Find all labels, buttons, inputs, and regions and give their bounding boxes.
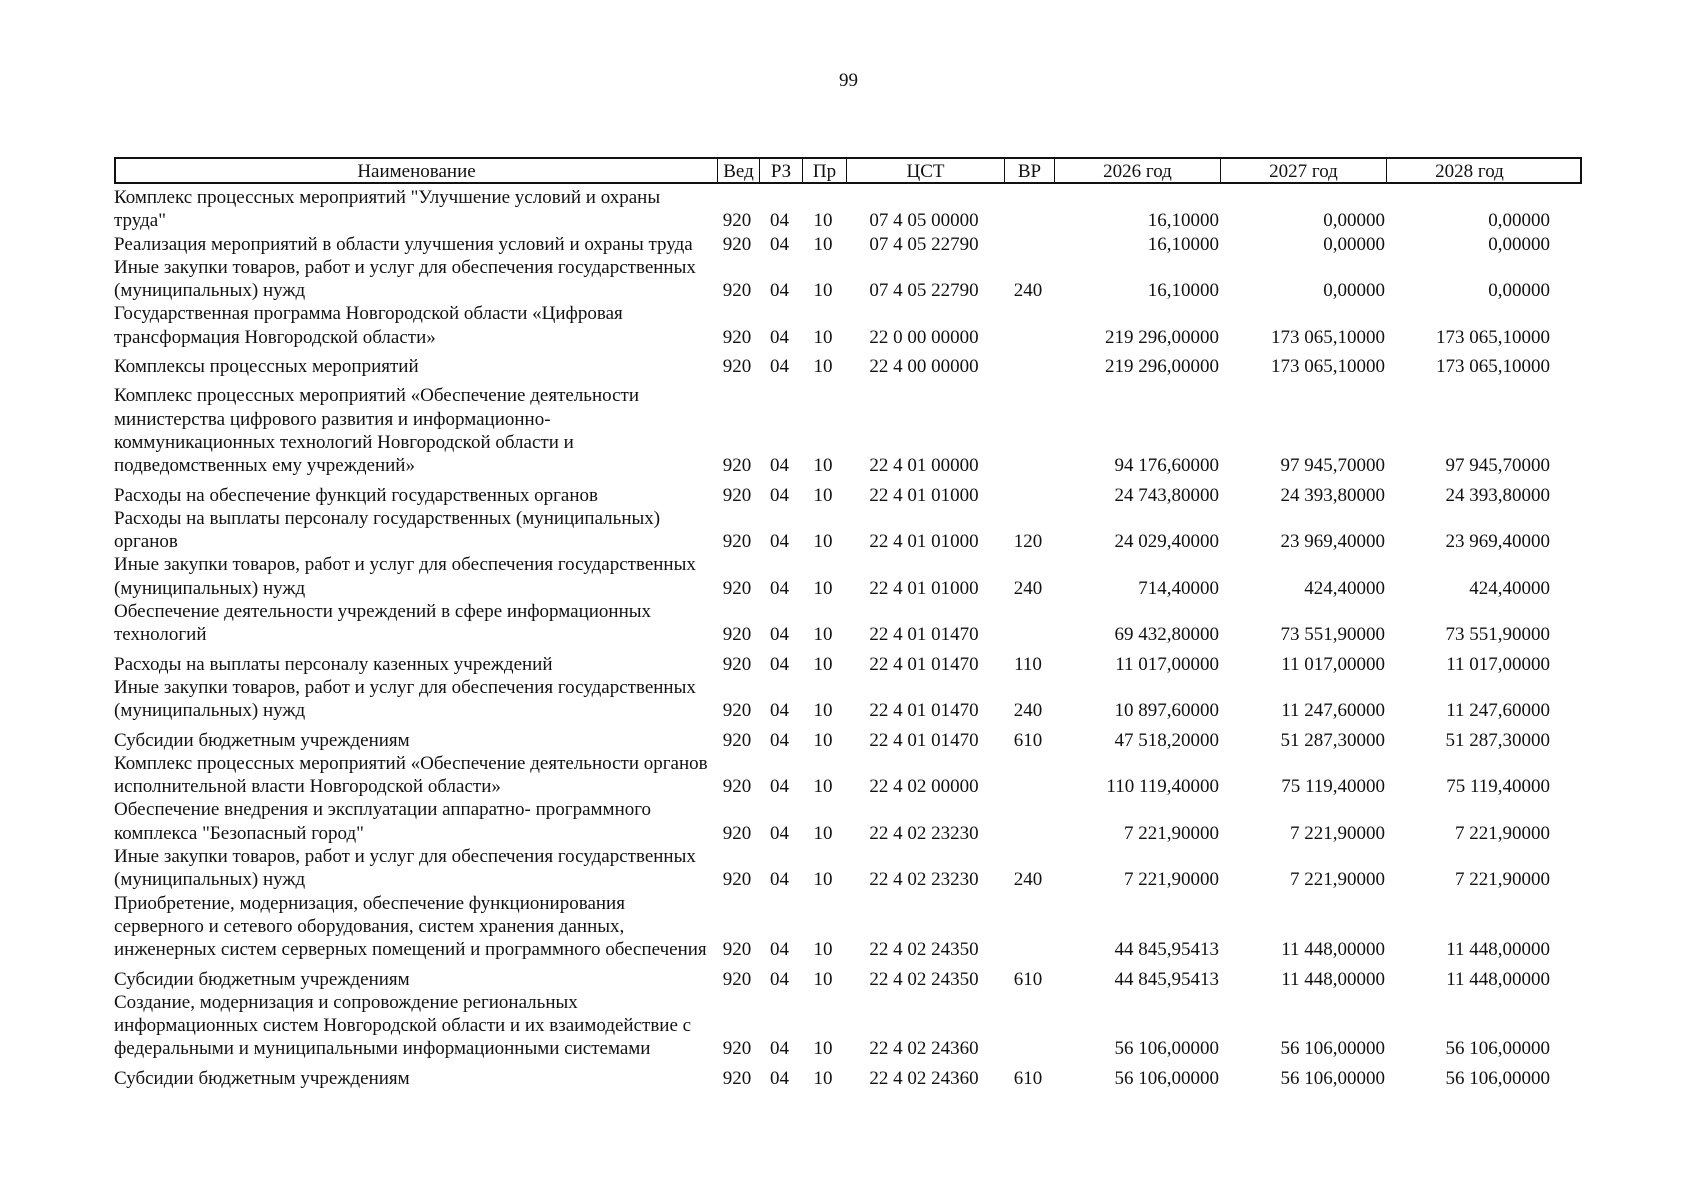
row-ved: 920: [722, 700, 752, 722]
row-pr: 10: [813, 356, 833, 378]
row-cst: 22 4 01 01470: [869, 653, 979, 675]
row-cst: 22 4 01 01000: [869, 531, 979, 553]
row-ved: 920: [722, 531, 752, 553]
row-cst: 07 4 05 22790: [869, 233, 979, 255]
row-name: Реализация мероприятий в области улучшения условий и охраны труда: [114, 233, 693, 255]
row-cst: 22 4 01 01470: [869, 729, 979, 751]
row-ved: 920: [722, 280, 752, 302]
row-2027: 23 969,40000: [1280, 531, 1385, 553]
table-row: [114, 653, 1582, 676]
row-pr: 10: [813, 1038, 833, 1060]
row-pr: 10: [813, 776, 833, 798]
row-2028: 75 119,40000: [1446, 776, 1550, 798]
row-2028: 0,00000: [1488, 210, 1550, 232]
row-name: Субсидии бюджетным учреждениям: [114, 1067, 410, 1089]
row-cst: 07 4 05 00000: [869, 210, 979, 232]
row-2028: 11 448,00000: [1446, 939, 1550, 961]
row-2027: 73 551,90000: [1280, 624, 1385, 646]
row-ved: 920: [722, 653, 752, 675]
row-name: Иные закупки товаров, работ и услуг для обеспечения государственных (муниципальных) нужд: [114, 846, 696, 891]
row-2028: 56 106,00000: [1445, 1038, 1550, 1060]
table-row: [114, 186, 1582, 233]
table-row: [114, 968, 1582, 991]
row-2026: 16,10000: [1147, 280, 1219, 302]
table-row: [114, 798, 1582, 845]
header-name: Наименование: [116, 159, 718, 182]
row-2026: 7 221,90000: [1124, 822, 1219, 844]
row-2028: 56 106,00000: [1445, 1067, 1550, 1089]
row-pr: 10: [813, 822, 833, 844]
row-cst: 22 4 02 24350: [869, 968, 979, 990]
row-name: Иные закупки товаров, работ и услуг для обеспечения государственных (муниципальных) нужд: [114, 554, 696, 599]
table-header: [114, 157, 1582, 184]
row-pr: 10: [813, 968, 833, 990]
row-rz: 04: [770, 484, 789, 506]
header-pr: Пр: [803, 159, 847, 182]
row-name: Приобретение, модернизация, обеспечение функционирования серверного и сетевого оборудования, систем хранения данных, инженерных систем серверных помещений и программного обеспечения: [114, 892, 707, 961]
row-2028: 73 551,90000: [1445, 624, 1550, 646]
table-row: [114, 600, 1582, 647]
header-cst: ЦСТ: [847, 159, 1005, 182]
row-rz: 04: [770, 280, 789, 302]
row-2026: 24 743,80000: [1114, 484, 1219, 506]
row-rz: 04: [770, 1067, 789, 1089]
row-2027: 7 221,90000: [1290, 822, 1385, 844]
row-pr: 10: [813, 531, 833, 553]
row-2026: 16,10000: [1147, 233, 1219, 255]
row-pr: 10: [813, 210, 833, 232]
row-vr: 240: [1013, 869, 1043, 891]
row-2027: 56 106,00000: [1280, 1067, 1385, 1089]
table-row: [114, 484, 1582, 507]
row-2027: 75 119,40000: [1281, 776, 1385, 798]
row-2027: 11 448,00000: [1281, 968, 1385, 990]
row-2027: 97 945,70000: [1280, 455, 1385, 477]
row-pr: 10: [813, 233, 833, 255]
row-ved: 920: [722, 869, 752, 891]
row-vr: 240: [1013, 577, 1043, 599]
row-2026: 219 296,00000: [1105, 356, 1219, 378]
row-ved: 920: [722, 326, 752, 348]
row-cst: 22 4 00 00000: [869, 356, 979, 378]
row-name: Обеспечение деятельности учреждений в сфере информационных технологий: [114, 601, 652, 646]
row-ved: 920: [722, 1067, 752, 1089]
row-pr: 10: [813, 729, 833, 751]
table-row: [114, 676, 1582, 723]
row-2028: 24 393,80000: [1445, 484, 1550, 506]
row-2026: 7 221,90000: [1124, 869, 1219, 891]
row-rz: 04: [770, 822, 789, 844]
row-vr: 240: [1013, 700, 1043, 722]
table-row: [114, 507, 1582, 554]
row-2027: 0,00000: [1323, 280, 1385, 302]
table-row: [114, 892, 1582, 962]
row-name: Расходы на обеспечение функций государственных органов: [114, 484, 598, 506]
row-2026: 110 119,40000: [1106, 776, 1219, 798]
row-pr: 10: [813, 484, 833, 506]
row-2027: 0,00000: [1323, 233, 1385, 255]
table-row: [114, 845, 1582, 892]
row-cst: 07 4 05 22790: [869, 280, 979, 302]
row-vr: 110: [1014, 653, 1042, 675]
row-rz: 04: [770, 700, 789, 722]
row-name: Иные закупки товаров, работ и услуг для обеспечения государственных (муниципальных) нужд: [114, 676, 696, 722]
row-2028: 424,40000: [1469, 577, 1550, 599]
row-2027: 56 106,00000: [1280, 1038, 1385, 1060]
row-cst: 22 4 02 24360: [869, 1038, 979, 1060]
row-2028: 97 945,70000: [1445, 455, 1550, 477]
row-name: Комплекс процессных мероприятий "Улучшение условий и охраны труда": [114, 187, 661, 232]
header-2026: 2026 год: [1055, 159, 1221, 182]
header-vr: ВР: [1005, 159, 1055, 182]
row-name: Комплекс процессных мероприятий «Обеспечение деятельности органов исполнительной власти Новгородской области»: [114, 752, 708, 798]
table-row: [114, 752, 1582, 799]
row-cst: 22 4 02 23230: [869, 869, 979, 891]
row-cst: 22 4 01 00000: [869, 455, 979, 477]
row-2028: 23 969,40000: [1445, 531, 1550, 553]
row-2027: 7 221,90000: [1290, 869, 1385, 891]
row-ved: 920: [722, 624, 752, 646]
row-2026: 47 518,20000: [1114, 729, 1219, 751]
row-ved: 920: [722, 577, 752, 599]
row-2028: 0,00000: [1488, 280, 1550, 302]
row-pr: 10: [813, 455, 833, 477]
row-rz: 04: [770, 869, 789, 891]
row-cst: 22 4 01 01470: [869, 700, 979, 722]
row-ved: 920: [722, 822, 752, 844]
row-cst: 22 4 02 00000: [869, 776, 979, 798]
row-ved: 920: [722, 210, 752, 232]
row-2027: 11 247,60000: [1281, 700, 1385, 722]
row-ved: 920: [722, 968, 752, 990]
row-cst: 22 4 02 24350: [869, 939, 979, 961]
row-pr: 10: [813, 700, 833, 722]
row-2027: 0,00000: [1323, 210, 1385, 232]
row-name: Иные закупки товаров, работ и услуг для обеспечения государственных (муниципальных) нужд: [114, 256, 696, 302]
row-2028: 11 017,00000: [1446, 653, 1550, 675]
row-2026: 44 845,95413: [1114, 968, 1219, 990]
table-body: [114, 186, 1582, 1090]
row-cst: 22 0 00 00000: [869, 326, 979, 348]
row-2026: 714,40000: [1138, 577, 1219, 599]
row-rz: 04: [770, 356, 789, 378]
row-pr: 10: [813, 939, 833, 961]
row-rz: 04: [770, 968, 789, 990]
header-rz: РЗ: [760, 159, 803, 182]
row-pr: 10: [813, 280, 833, 302]
row-ved: 920: [722, 455, 752, 477]
row-2028: 11 247,60000: [1446, 700, 1550, 722]
row-name: Расходы на выплаты персоналу казенных учреждений: [114, 653, 553, 675]
row-ved: 920: [722, 356, 752, 378]
row-pr: 10: [813, 326, 833, 348]
row-2028: 7 221,90000: [1455, 822, 1550, 844]
row-2027: 11 448,00000: [1281, 939, 1385, 961]
row-pr: 10: [813, 577, 833, 599]
row-2027: 24 393,80000: [1280, 484, 1385, 506]
row-name: Комплексы процессных мероприятий: [114, 356, 419, 378]
row-ved: 920: [722, 1038, 752, 1060]
row-2027: 173 065,10000: [1271, 326, 1385, 348]
row-vr: 610: [1013, 968, 1043, 990]
row-2026: 24 029,40000: [1114, 531, 1219, 553]
table-row: [114, 302, 1582, 349]
row-rz: 04: [770, 577, 789, 599]
row-2027: 51 287,30000: [1280, 729, 1385, 751]
row-2026: 69 432,80000: [1114, 624, 1219, 646]
row-vr: 610: [1013, 729, 1043, 751]
row-ved: 920: [722, 484, 752, 506]
header-2028: 2028 год: [1435, 161, 1504, 182]
row-pr: 10: [813, 1067, 833, 1089]
row-ved: 920: [722, 939, 752, 961]
table-row: [114, 1067, 1582, 1090]
row-name: Обеспечение внедрения и эксплуатации аппаратно- программного комплекса "Безопасный город": [114, 799, 652, 844]
row-2026: 56 106,00000: [1114, 1038, 1219, 1060]
row-rz: 04: [770, 326, 789, 348]
table-row: [114, 233, 1582, 256]
row-2026: 94 176,60000: [1114, 455, 1219, 477]
row-2026: 44 845,95413: [1114, 939, 1219, 961]
table-row: [114, 256, 1582, 303]
row-vr: 120: [1013, 531, 1043, 553]
row-rz: 04: [770, 653, 789, 675]
row-rz: 04: [770, 531, 789, 553]
row-pr: 10: [813, 653, 833, 675]
table-row: [114, 991, 1582, 1061]
row-rz: 04: [770, 233, 789, 255]
table-row: [114, 384, 1582, 477]
row-2028: 173 065,10000: [1436, 326, 1550, 348]
row-2028: 11 448,00000: [1446, 968, 1550, 990]
row-rz: 04: [770, 1038, 789, 1060]
row-rz: 04: [770, 624, 789, 646]
row-2026: 10 897,60000: [1114, 700, 1219, 722]
header-ved: Вед: [718, 159, 760, 182]
row-name: Расходы на выплаты персоналу государственных (муниципальных) органов: [114, 507, 661, 553]
row-2028: 173 065,10000: [1436, 356, 1550, 378]
row-2026: 219 296,00000: [1105, 326, 1219, 348]
row-pr: 10: [813, 869, 833, 891]
row-cst: 22 4 01 01000: [869, 577, 979, 599]
row-name: Государственная программа Новгородской области «Цифровая трансформация Новгородской области»: [114, 303, 623, 348]
row-2027: 173 065,10000: [1271, 356, 1385, 378]
row-2028: 7 221,90000: [1455, 869, 1550, 891]
row-rz: 04: [770, 729, 789, 751]
row-cst: 22 4 02 24360: [869, 1067, 979, 1089]
row-2026: 16,10000: [1147, 210, 1219, 232]
page-number: 99: [839, 70, 858, 91]
row-rz: 04: [770, 939, 789, 961]
row-ved: 920: [722, 729, 752, 751]
table-row: [114, 355, 1582, 378]
row-2027: 11 017,00000: [1281, 653, 1385, 675]
row-cst: 22 4 02 23230: [869, 822, 979, 844]
row-rz: 04: [770, 455, 789, 477]
row-rz: 04: [770, 776, 789, 798]
row-ved: 920: [722, 776, 752, 798]
row-name: Субсидии бюджетным учреждениям: [114, 729, 410, 751]
row-ved: 920: [722, 233, 752, 255]
table-row: [114, 553, 1582, 600]
row-name: Комплекс процессных мероприятий «Обеспечение деятельности министерства цифрового развития и информационно-коммуникационных технологий Новгородской области и подведомственных ему учреждений»: [114, 385, 640, 477]
row-2028: 51 287,30000: [1445, 729, 1550, 751]
row-vr: 240: [1013, 280, 1043, 302]
row-2026: 11 017,00000: [1115, 653, 1219, 675]
row-pr: 10: [813, 624, 833, 646]
row-name: Создание, модернизация и сопровождение региональных информационных систем Новгородской области и их взаимодействие с федеральными и муниципальными информационными системами: [114, 991, 692, 1060]
header-2027: 2027 год: [1221, 159, 1387, 182]
row-2028: 0,00000: [1488, 233, 1550, 255]
row-cst: 22 4 01 01470: [869, 624, 979, 646]
row-vr: 610: [1013, 1067, 1043, 1089]
row-cst: 22 4 01 01000: [869, 484, 979, 506]
table-row: [114, 729, 1582, 752]
row-2027: 424,40000: [1304, 577, 1385, 599]
row-rz: 04: [770, 210, 789, 232]
row-2026: 56 106,00000: [1114, 1067, 1219, 1089]
row-name: Субсидии бюджетным учреждениям: [114, 968, 410, 990]
